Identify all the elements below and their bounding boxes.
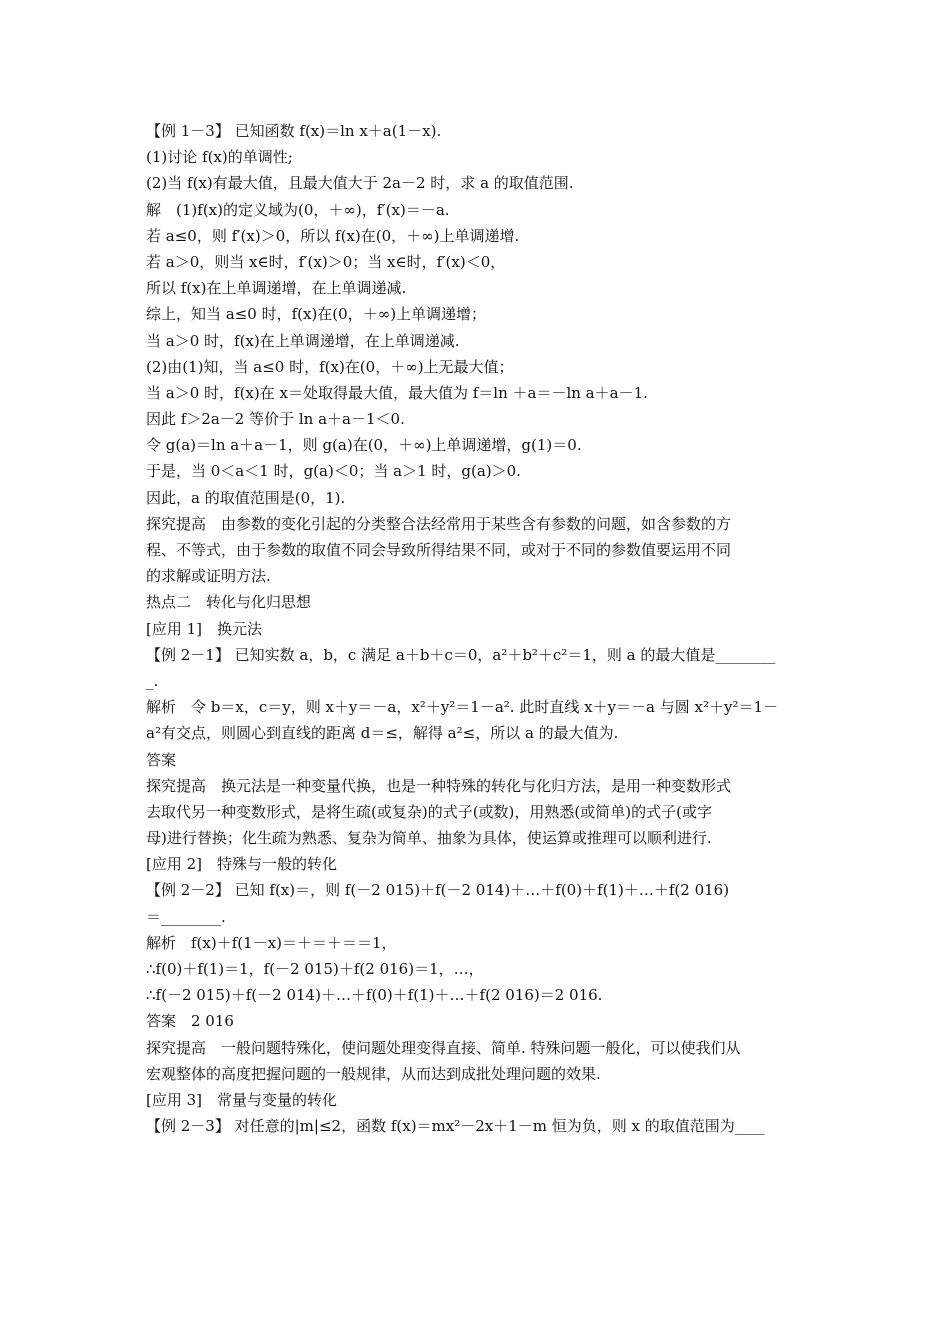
text-line: (2)由(1)知，当 a≤0 时，f(x)在(0，＋∞)上无最大值； — [146, 357, 514, 376]
text-line: 探究提高 一般问题特殊化，使问题处理变得直接、简单. 特殊问题一般化，可以使我们从 — [146, 1038, 741, 1057]
text-line: 答案 2 016 — [146, 1012, 234, 1031]
text-line: (1)讨论 f(x)的单调性; — [146, 148, 293, 167]
text-line: 当 a＞0 时，f(x)在 x＝处取得最大值，最大值为 f＝ln ＋a＝－ln a＋a－1. — [146, 383, 648, 402]
text-line: [应用 2] 特殊与一般的转化 — [146, 855, 338, 874]
text-line: 当 a＞0 时，f(x)在上单调递增，在上单调递减. — [146, 331, 460, 350]
text-line: a²有交点，则圆心到直线的距离 d＝≤，解得 a²≤，所以 a 的最大值为. — [146, 724, 619, 743]
text-line: ＝________. — [146, 907, 226, 926]
text-line: [应用 3] 常量与变量的转化 — [146, 1090, 338, 1109]
text-line: (2)当 f(x)有最大值，且最大值大于 2a－2 时，求 a 的取值范围. — [146, 174, 574, 193]
text-line: 因此，a 的取值范围是(0，1). — [146, 488, 346, 507]
text-line: 的求解或证明方法. — [146, 567, 271, 586]
text-line: 因此 f＞2a－2 等价于 ln a＋a－1＜0. — [146, 410, 405, 429]
text-line: 于是，当 0＜a＜1 时，g(a)＜0；当 a＞1 时，g(a)＞0. — [146, 462, 521, 481]
text-line: 令 g(a)＝ln a＋a－1，则 g(a)在(0，＋∞)上单调递增，g(1)＝0. — [146, 436, 582, 455]
text-line: 探究提高 换元法是一种变量代换，也是一种特殊的转化与化归方法，是用一种变数形式 — [146, 776, 732, 795]
text-line: [应用 1] 换元法 — [146, 619, 263, 638]
text-line: 热点二 转化与化归思想 — [146, 593, 312, 612]
text-line: 【例 2－1】 已知实数 a，b，c 满足 a＋b＋c＝0，a²＋b²＋c²＝1，则 a 的最大值是________ — [146, 645, 776, 664]
text-line: 宏观整体的高度把握问题的一般规律，从而达到成批处理问题的效果. — [146, 1064, 601, 1083]
text-line: ∴f(－2 015)＋f(－2 014)＋…＋f(0)＋f(1)＋…＋f(2 016)＝2 016. — [146, 986, 603, 1005]
text-line: 综上，知当 a≤0 时，f(x)在(0，＋∞)上单调递增； — [146, 305, 487, 324]
text-line: 解析 f(x)＋f(1－x)＝＋＝＋＝＝1， — [146, 933, 397, 952]
text-line: 【例 2－3】 对任意的|m|≤2，函数 f(x)＝mx²－2x＋1－m 恒为负，则 x 的取值范围为____ — [146, 1117, 765, 1136]
text-line: 母)进行替换；化生疏为熟悉、复杂为简单、抽象为具体，使运算或推理可以顺利进行. — [146, 829, 712, 848]
text-line: 【例 2－2】 已知 f(x)＝，则 f(－2 015)＋f(－2 014)＋…＋f(0)＋f(1)＋…＋f(2 016) — [146, 881, 730, 900]
text-line: 答案 — [146, 750, 177, 769]
text-line: 程、不等式，由于参数的取值不同会导致所得结果不同，或对于不同的参数值要运用不同 — [146, 541, 732, 559]
text-line: 所以 f(x)在上单调递增，在上单调递减. — [146, 279, 407, 298]
text-line: 探究提高 由参数的变化引起的分类整合法经常用于某些含有参数的问题，如含参数的方 — [146, 514, 732, 533]
document-body — [146, 118, 811, 1139]
text-line: 解析 令 b＝x，c＝y，则 x＋y＝－a，x²＋y²＝1－a². 此时直线 x＋y＝－a 与圆 x²＋y²＝1－ — [146, 698, 779, 717]
text-line: _. — [146, 671, 159, 690]
text-line: 解 (1)f(x)的定义域为(0，＋∞)，f′(x)＝－a. — [146, 200, 450, 219]
text-line: 【例 1－3】 已知函数 f(x)＝ln x＋a(1－x). — [146, 122, 442, 140]
text-line: 去取代另一种变数形式，是将生疏(或复杂)的式子(或数)，用熟悉(或简单)的式子(或字 — [146, 802, 712, 821]
text-line: 若 a≤0，则 f′(x)＞0，所以 f(x)在(0，＋∞)上单调递增. — [146, 226, 520, 245]
text-line: 若 a＞0，则当 x∈时，f′(x)＞0；当 x∈时，f′(x)＜0， — [146, 252, 506, 271]
text-line: ∴f(0)＋f(1)＝1，f(－2 015)＋f(2 016)＝1，…， — [146, 960, 484, 978]
